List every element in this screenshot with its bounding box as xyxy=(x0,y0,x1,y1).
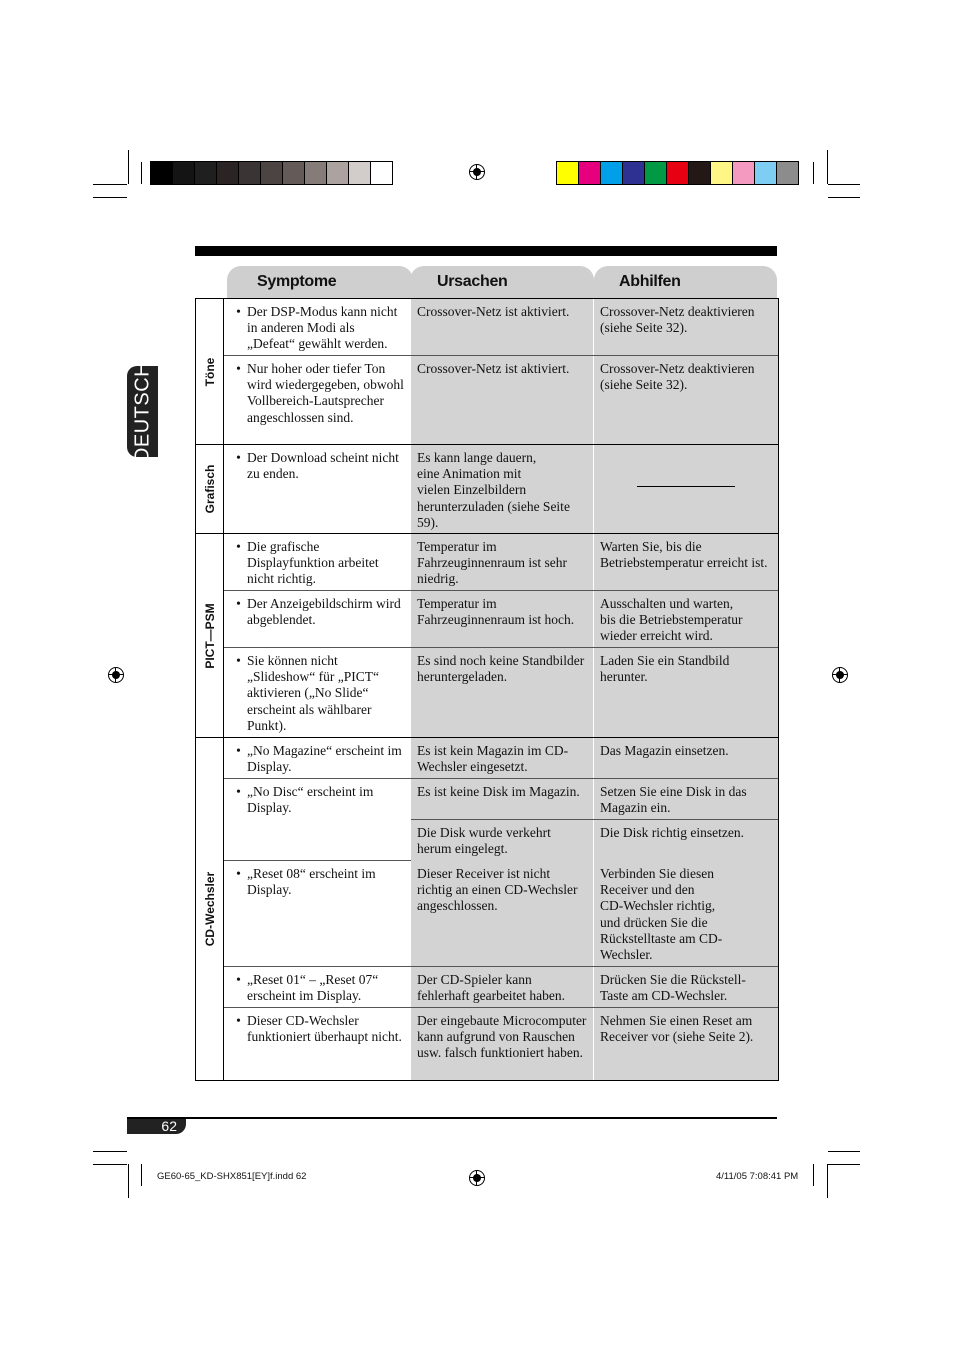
crop-mark xyxy=(828,1151,860,1152)
symptom-cell: • „Reset 01“ – „Reset 07“ erscheint im Display. xyxy=(236,972,379,1004)
header-ursachen xyxy=(410,266,594,298)
symptom-cell: • Dieser CD-Wechsler funktioniert überhaupt nicht. xyxy=(236,1013,402,1045)
color-swatch xyxy=(349,162,371,184)
bottom-rule xyxy=(127,1117,777,1119)
table-row xyxy=(224,445,778,533)
remedy-cell: Verbinden Sie diesen Receiver und den CD-Wechsler richtig, und drücken Sie die Rückstelltaste am CD-Wechsler. xyxy=(593,861,778,966)
registration-mark-icon xyxy=(832,667,848,683)
language-tab-label: DEUTSCH xyxy=(131,361,153,462)
header-label: Ursachen xyxy=(437,273,508,290)
crop-mark xyxy=(93,1151,127,1152)
cause-cell: Es kann lange dauern, eine Animation mit vielen Einzelbildern herunterzuladen (siehe Seite 59). xyxy=(411,445,593,533)
color-swatch xyxy=(777,162,798,184)
footer-date: 4/11/05 7:08:41 PM xyxy=(716,1171,799,1182)
symptom-cell: • Der Anzeigebildschirm wird abgeblendet. xyxy=(236,596,401,628)
crop-mark xyxy=(828,184,860,185)
color-swatch xyxy=(557,162,579,184)
cause-cell: Es ist kein Magazin im CD-Wechsler eingesetzt. xyxy=(411,738,593,778)
category-label: CD-Wechsler xyxy=(196,738,224,1080)
crop-mark xyxy=(827,1164,828,1198)
cause-cell: Der eingebaute Microcomputer kann aufgrund von Rauschen usw. falsch funktioniert haben. xyxy=(411,1008,593,1080)
cause-cell: Es ist keine Disk im Magazin. xyxy=(411,779,593,819)
color-swatch xyxy=(239,162,261,184)
remedy-cell xyxy=(593,445,778,533)
crop-mark xyxy=(128,150,129,184)
cause-cell: Temperatur im Fahrzeuginnenraum ist hoch. xyxy=(411,591,593,647)
cause-cell: Der CD-Spieler kann fehlerhaft gearbeitet haben. xyxy=(411,967,593,1007)
symptom-cell: • „No Disc“ erscheint im Display. xyxy=(236,784,374,816)
cause-cell: Dieser Receiver ist nicht richtig an einen CD-Wechsler angeschlossen. xyxy=(411,861,593,966)
category-label: PICT—PSM xyxy=(196,534,224,737)
color-swatch xyxy=(371,162,392,184)
language-tab xyxy=(127,361,158,462)
symptom-cell: • „No Magazine“ erscheint im Display. xyxy=(236,743,402,775)
remedy-cell: Die Disk richtig einsetzen. xyxy=(593,820,778,861)
color-swatch xyxy=(173,162,195,184)
footer-file: GE60-65_KD-SHX851[EY]f.indd 62 xyxy=(157,1171,307,1182)
header-label: Symptome xyxy=(257,273,337,290)
symptom-cell: • Der DSP-Modus kann nicht in anderen Modi als „Defeat“ gewählt werden. xyxy=(236,304,398,352)
troubleshooting-table xyxy=(195,298,779,1081)
registration-mark-icon xyxy=(469,1170,485,1186)
table-row xyxy=(224,591,778,648)
cause-cell: Crossover-Netz ist aktiviert. xyxy=(411,299,593,355)
crop-mark xyxy=(93,1164,127,1165)
color-swatch xyxy=(733,162,755,184)
remedy-cell: Das Magazin einsetzen. xyxy=(593,738,778,778)
crop-mark xyxy=(828,1164,860,1165)
table-row xyxy=(224,299,778,356)
color-swatch xyxy=(261,162,283,184)
table-row xyxy=(224,1008,778,1080)
top-rule xyxy=(195,246,777,256)
table-row xyxy=(224,534,778,591)
remedy-cell: Crossover-Netz deaktivieren (siehe Seite 32). xyxy=(593,299,778,355)
header-abhilfen xyxy=(594,266,777,298)
category-label: Töne xyxy=(196,299,224,444)
remedy-cell: Crossover-Netz deaktivieren (siehe Seite 32). xyxy=(593,356,778,444)
group-grafisch xyxy=(196,445,778,534)
group-toene xyxy=(196,299,778,445)
symptom-cell: • Nur hoher oder tiefer Ton wird wiedergegeben, obwohl Vollbereich-Lautsprecher angeschlossen sind. xyxy=(236,361,404,425)
crop-mark xyxy=(93,197,127,198)
crop-mark xyxy=(827,150,828,184)
crop-mark xyxy=(141,1164,142,1186)
color-swatch xyxy=(327,162,349,184)
crop-mark xyxy=(828,197,860,198)
color-swatch xyxy=(195,162,217,184)
color-swatch xyxy=(305,162,327,184)
table-row xyxy=(224,967,778,1008)
color-swatch xyxy=(689,162,711,184)
registration-mark-icon xyxy=(469,164,485,180)
remedy-cell: Nehmen Sie einen Reset am Receiver vor (siehe Seite 2). xyxy=(593,1008,778,1080)
remedy-cell: Laden Sie ein Standbild herunter. xyxy=(593,648,778,737)
header-label: Abhilfen xyxy=(619,273,681,290)
color-swatch xyxy=(217,162,239,184)
color-swatch xyxy=(601,162,623,184)
crop-mark xyxy=(128,1164,129,1198)
cause-cell: Die Disk wurde verkehrt herum eingelegt. xyxy=(411,820,593,861)
remedy-cell: Setzen Sie eine Disk in das Magazin ein. xyxy=(593,779,778,819)
registration-mark-icon xyxy=(108,667,124,683)
color-swatch xyxy=(667,162,689,184)
table-row xyxy=(224,779,778,861)
crop-mark xyxy=(813,1164,814,1186)
cause-cell: Temperatur im Fahrzeuginnenraum ist sehr niedrig. xyxy=(411,534,593,590)
color-swatch xyxy=(711,162,733,184)
color-bar xyxy=(556,161,799,185)
table-row xyxy=(224,861,778,967)
color-swatch xyxy=(579,162,601,184)
no-remedy-dash xyxy=(637,486,735,487)
cause-cell: Es sind noch keine Standbilder heruntergeladen. xyxy=(411,648,593,737)
header-symptome xyxy=(227,266,413,298)
group-cd-wechsler xyxy=(196,738,778,1080)
group-pict-psm xyxy=(196,534,778,738)
color-swatch xyxy=(283,162,305,184)
color-swatch xyxy=(755,162,777,184)
table-row xyxy=(224,648,778,737)
page-number-badge xyxy=(127,1119,186,1134)
symptom-cell: • Sie können nicht „Slideshow“ für „PICT“ aktivieren („No Slide“ erscheint als wählbarer Punkt). xyxy=(236,653,379,733)
remedy-cell: Drücken Sie die Rückstell-Taste am CD-Wechsler. xyxy=(593,967,778,1007)
symptom-cell: • Der Download scheint nicht zu enden. xyxy=(236,450,399,482)
remedy-cell: Ausschalten und warten, bis die Betriebstemperatur wieder erreicht wird. xyxy=(593,591,778,647)
table-row xyxy=(224,738,778,779)
cause-cell: Crossover-Netz ist aktiviert. xyxy=(411,356,593,444)
color-swatch xyxy=(645,162,667,184)
crop-mark xyxy=(93,184,127,185)
page-number: 62 xyxy=(161,1118,177,1134)
table-row xyxy=(224,356,778,444)
crop-mark xyxy=(141,162,142,184)
crop-mark xyxy=(813,162,814,184)
remedy-cell: Warten Sie, bis die Betriebstemperatur erreicht ist. xyxy=(593,534,778,590)
grayscale-bar xyxy=(150,161,393,185)
color-swatch xyxy=(623,162,645,184)
color-swatch xyxy=(151,162,173,184)
symptom-cell: • „Reset 08“ erscheint im Display. xyxy=(236,866,376,898)
category-label: Grafisch xyxy=(196,445,224,533)
symptom-cell: • Die grafische Displayfunktion arbeitet nicht richtig. xyxy=(236,539,379,587)
